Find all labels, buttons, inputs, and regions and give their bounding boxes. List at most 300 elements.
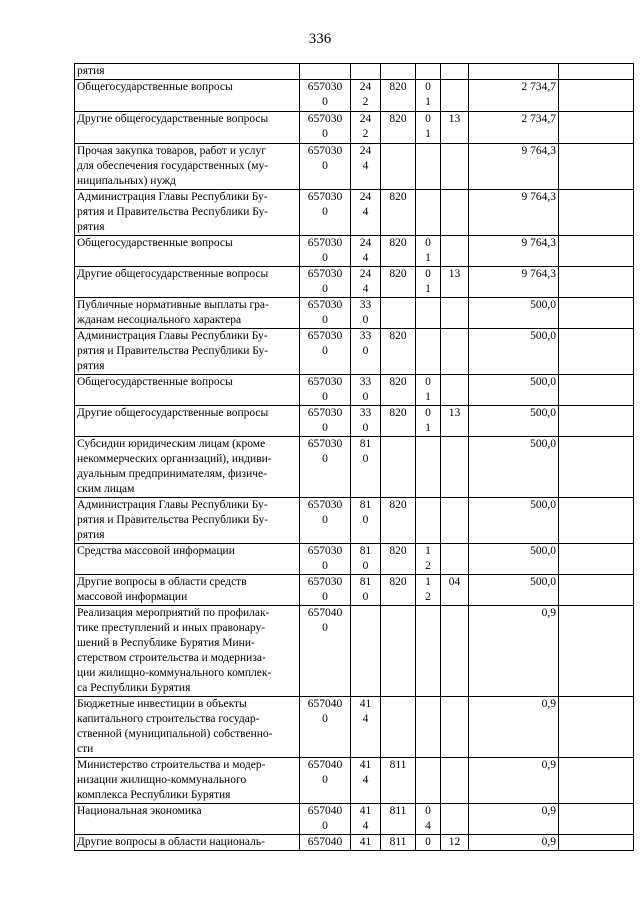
row-amount-cell-line: 500,0 [530, 438, 556, 450]
row-target-code-cell-line: 0 [322, 422, 328, 434]
row-name-cell-line: дуальным предпринимателям, физиче- [77, 468, 267, 480]
table-row [75, 236, 634, 267]
row-name-cell-line: Общегосударственные вопросы [77, 237, 233, 249]
row-section-cell [416, 835, 441, 851]
row-grbs-cell [381, 606, 416, 697]
budget-table-body [75, 64, 634, 851]
row-name-cell [75, 437, 300, 498]
row-target-code-cell [300, 498, 351, 544]
row-subsection-cell [441, 498, 469, 544]
row-section-cell [416, 112, 441, 144]
row-target-code-cell-line: 0 [322, 206, 328, 218]
row-name-cell-line: для обеспечения государственных (му- [77, 160, 269, 172]
row-name-cell-line: рятия и Правительства Республики Бу- [77, 206, 269, 218]
row-amount-cell [469, 406, 559, 437]
row-subsection-cell [441, 375, 469, 406]
row-section-cell-line: 1 [425, 422, 431, 434]
row-target-code-cell-line: 657030 [307, 299, 343, 311]
row-name-cell-line: сти [77, 743, 94, 755]
row-extra-cell [559, 375, 634, 406]
row-expense-type-cell-line: 0 [362, 453, 369, 465]
row-extra-cell [559, 190, 634, 236]
row-amount-cell [469, 575, 559, 606]
row-section-cell [416, 758, 441, 804]
row-target-code-cell-line: 657030 [307, 81, 343, 93]
row-expense-type-cell [351, 190, 381, 236]
row-expense-type-cell [351, 267, 381, 298]
row-amount-cell-line: 500,0 [530, 545, 556, 557]
row-name-cell [75, 112, 300, 144]
row-target-code-cell-line: 0 [322, 453, 328, 465]
row-amount-cell-line: 0,9 [541, 698, 556, 710]
row-expense-type-cell-line: 0 [362, 591, 369, 603]
row-subsection-cell-line: 04 [448, 576, 461, 588]
table-row [75, 190, 634, 236]
row-section-cell [416, 190, 441, 236]
row-target-code-cell [300, 190, 351, 236]
row-name-cell-line: Реализация мероприятий по профилак- [77, 607, 270, 619]
row-grbs-cell-line: 820 [389, 113, 407, 125]
row-section-cell [416, 236, 441, 267]
row-target-code-cell [300, 758, 351, 804]
row-target-code-cell-line: 0 [322, 345, 328, 357]
row-extra-cell [559, 329, 634, 375]
row-grbs-cell-line: 820 [389, 576, 407, 588]
row-grbs-cell [381, 804, 416, 835]
row-target-code-cell-line: 0 [322, 160, 328, 172]
row-subsection-cell-line: 12 [448, 836, 461, 848]
row-target-code-cell-line: 657030 [307, 407, 343, 419]
row-subsection-cell-line: 13 [448, 268, 461, 280]
row-expense-type-cell-line: 4 [362, 160, 369, 172]
row-grbs-cell [381, 190, 416, 236]
row-subsection-cell [441, 804, 469, 835]
row-target-code-cell-line: 0 [322, 96, 328, 108]
row-expense-type-cell-line: 81 [359, 438, 372, 450]
row-target-code-cell-line: 657030 [307, 113, 343, 125]
row-name-cell [75, 190, 300, 236]
row-target-code-cell-line: 0 [322, 514, 328, 526]
row-amount-cell [469, 112, 559, 144]
row-subsection-cell [441, 758, 469, 804]
row-extra-cell [559, 804, 634, 835]
row-target-code-cell [300, 267, 351, 298]
row-name-cell-line: жданам несоциального характера [77, 314, 242, 326]
row-section-cell-line: 1 [425, 391, 431, 403]
row-amount-cell [469, 236, 559, 267]
row-subsection-cell [441, 144, 469, 190]
row-expense-type-cell [351, 298, 381, 329]
row-expense-type-cell-line: 33 [359, 299, 372, 311]
row-expense-type-cell [351, 80, 381, 112]
row-name-cell-line: массовой информации [77, 591, 188, 603]
row-target-code-cell-line: 657040 [307, 607, 343, 619]
table-row [75, 267, 634, 298]
row-amount-cell-line: 500,0 [530, 330, 556, 342]
row-amount-cell [469, 144, 559, 190]
row-section-cell-line: 1 [425, 576, 431, 588]
row-grbs-cell-line: 820 [389, 330, 407, 342]
row-expense-type-cell-line: 0 [362, 345, 369, 357]
row-target-code-cell [300, 835, 351, 851]
row-section-cell-line: 0 [425, 805, 431, 817]
row-expense-type-cell-line: 41 [359, 698, 372, 710]
row-amount-cell-line: 500,0 [530, 299, 556, 311]
row-amount-cell-line: 9 764,3 [521, 145, 556, 157]
row-target-code-cell-line: 0 [322, 314, 328, 326]
row-subsection-cell [441, 606, 469, 697]
row-amount-cell [469, 80, 559, 112]
row-subsection-cell-line: 13 [448, 113, 461, 125]
row-grbs-cell [381, 437, 416, 498]
table-row [75, 804, 634, 835]
row-name-cell-line: рятия [77, 65, 105, 77]
row-target-code-cell-line: 657030 [307, 330, 343, 342]
row-target-code-cell-line: 0 [322, 591, 328, 603]
row-section-cell-line: 1 [425, 283, 431, 295]
row-section-cell [416, 329, 441, 375]
row-amount-cell [469, 329, 559, 375]
row-name-cell-line: ственной (муниципальной) собственно- [77, 728, 273, 740]
row-section-cell [416, 144, 441, 190]
row-expense-type-cell-line: 4 [362, 206, 369, 218]
row-expense-type-cell-line: 41 [359, 759, 372, 771]
row-target-code-cell [300, 80, 351, 112]
row-expense-type-cell-line: 2 [362, 128, 369, 140]
row-section-cell [416, 64, 441, 80]
row-subsection-cell [441, 835, 469, 851]
row-target-code-cell-line: 0 [322, 391, 328, 403]
row-grbs-cell-line: 820 [389, 81, 407, 93]
table-row [75, 437, 634, 498]
row-name-cell [75, 298, 300, 329]
row-section-cell [416, 575, 441, 606]
row-target-code-cell-line: 0 [322, 128, 328, 140]
row-name-cell [75, 835, 300, 851]
row-section-cell [416, 80, 441, 112]
table-row [75, 80, 634, 112]
row-section-cell-line: 0 [425, 113, 431, 125]
row-target-code-cell-line: 0 [322, 560, 328, 572]
row-section-cell [416, 606, 441, 697]
row-expense-type-cell-line: 4 [362, 713, 369, 725]
row-name-cell-line: ции жилищно-коммунального комплек- [77, 667, 272, 679]
row-grbs-cell [381, 835, 416, 851]
row-name-cell-line: комплекса Республики Бурятия [77, 789, 231, 801]
row-expense-type-cell [351, 406, 381, 437]
row-target-code-cell-line: 0 [322, 713, 328, 725]
row-name-cell-line: Другие вопросы в области средств [77, 576, 247, 588]
row-target-code-cell-line: 657040 [307, 698, 343, 710]
row-subsection-cell [441, 236, 469, 267]
row-section-cell [416, 298, 441, 329]
row-target-code-cell [300, 236, 351, 267]
row-section-cell [416, 697, 441, 758]
row-expense-type-cell [351, 329, 381, 375]
row-expense-type-cell [351, 544, 381, 575]
row-name-cell [75, 406, 300, 437]
row-expense-type-cell-line: 33 [359, 330, 372, 342]
row-name-cell-line: низации жилищно-коммунального [77, 774, 247, 786]
row-target-code-cell-line: 657030 [307, 191, 343, 203]
row-target-code-cell-line: 0 [322, 283, 328, 295]
row-section-cell-line: 0 [425, 81, 431, 93]
row-amount-cell [469, 267, 559, 298]
row-expense-type-cell-line: 24 [359, 237, 372, 249]
row-grbs-cell [381, 758, 416, 804]
row-expense-type-cell [351, 144, 381, 190]
page-number: 336 [308, 31, 332, 47]
table-row [75, 575, 634, 606]
row-grbs-cell [381, 298, 416, 329]
row-target-code-cell [300, 144, 351, 190]
row-section-cell [416, 406, 441, 437]
row-amount-cell-line: 2 734,7 [521, 113, 556, 125]
row-amount-cell [469, 697, 559, 758]
row-expense-type-cell-line: 81 [359, 499, 372, 511]
table-row [75, 835, 634, 851]
row-grbs-cell-line: 820 [389, 268, 407, 280]
row-subsection-cell [441, 80, 469, 112]
row-target-code-cell [300, 329, 351, 375]
row-expense-type-cell-line: 41 [359, 836, 372, 848]
row-amount-cell-line: 500,0 [530, 576, 556, 588]
row-name-cell [75, 758, 300, 804]
row-name-cell-line: ским лицам [77, 483, 135, 495]
row-target-code-cell-line: 657030 [307, 268, 343, 280]
table-row [75, 544, 634, 575]
row-expense-type-cell [351, 575, 381, 606]
row-section-cell [416, 544, 441, 575]
row-expense-type-cell-line: 33 [359, 376, 372, 388]
row-amount-cell-line: 9 764,3 [521, 191, 556, 203]
row-name-cell-line: Субсидии юридическим лицам (кроме [77, 438, 266, 450]
row-expense-type-cell [351, 236, 381, 267]
row-section-cell-line: 0 [425, 376, 431, 388]
row-expense-type-cell-line: 0 [362, 422, 369, 434]
row-name-cell [75, 236, 300, 267]
row-target-code-cell [300, 575, 351, 606]
row-name-cell-line: Другие общегосударственные вопросы [77, 268, 269, 280]
row-amount-cell-line: 0,9 [541, 805, 556, 817]
row-expense-type-cell [351, 697, 381, 758]
row-extra-cell [559, 758, 634, 804]
row-extra-cell [559, 236, 634, 267]
row-extra-cell [559, 835, 634, 851]
row-extra-cell [559, 697, 634, 758]
row-extra-cell [559, 267, 634, 298]
row-section-cell [416, 804, 441, 835]
row-expense-type-cell-line: 24 [359, 145, 372, 157]
row-expense-type-cell-line: 4 [362, 283, 369, 295]
row-grbs-cell [381, 329, 416, 375]
row-subsection-cell [441, 298, 469, 329]
row-name-cell-line: капитального строительства государ- [77, 713, 260, 725]
row-expense-type-cell-line: 33 [359, 407, 372, 419]
row-name-cell-line: некоммерческих организаций), индиви- [77, 453, 272, 465]
table-row [75, 144, 634, 190]
row-target-code-cell-line: 657040 [307, 759, 343, 771]
row-name-cell-line: Администрация Главы Республики Бу- [77, 330, 268, 342]
row-amount-cell-line: 9 764,3 [521, 237, 556, 249]
row-amount-cell-line: 500,0 [530, 407, 556, 419]
row-target-code-cell-line: 657040 [307, 836, 343, 848]
row-grbs-cell-line: 820 [389, 545, 407, 557]
row-name-cell [75, 80, 300, 112]
row-grbs-cell [381, 64, 416, 80]
row-expense-type-cell [351, 498, 381, 544]
row-extra-cell [559, 298, 634, 329]
row-expense-type-cell [351, 437, 381, 498]
row-expense-type-cell [351, 64, 381, 80]
row-name-cell-line: Администрация Главы Республики Бу- [77, 191, 268, 203]
row-grbs-cell [381, 267, 416, 298]
row-amount-cell [469, 190, 559, 236]
row-expense-type-cell-line: 4 [362, 820, 369, 832]
row-subsection-cell [441, 267, 469, 298]
row-amount-cell [469, 544, 559, 575]
row-grbs-cell [381, 697, 416, 758]
table-row [75, 697, 634, 758]
row-section-cell-line: 2 [425, 560, 431, 572]
row-target-code-cell [300, 544, 351, 575]
row-subsection-cell [441, 575, 469, 606]
row-section-cell [416, 267, 441, 298]
table-row [75, 375, 634, 406]
row-name-cell [75, 64, 300, 80]
table-row [75, 298, 634, 329]
row-extra-cell [559, 606, 634, 697]
row-name-cell-line: стерством строительства и модерниза- [77, 652, 266, 664]
row-expense-type-cell-line: 81 [359, 545, 372, 557]
row-amount-cell-line: 0,9 [541, 836, 556, 848]
row-section-cell-line: 0 [425, 836, 431, 848]
row-section-cell-line: 0 [425, 407, 431, 419]
row-grbs-cell [381, 80, 416, 112]
row-subsection-cell [441, 190, 469, 236]
row-target-code-cell-line: 0 [322, 252, 328, 264]
row-expense-type-cell-line: 0 [362, 560, 369, 572]
row-name-cell-line: рятия [77, 529, 105, 541]
row-target-code-cell-line: 0 [322, 774, 328, 786]
budget-table [74, 63, 634, 851]
row-name-cell [75, 544, 300, 575]
row-expense-type-cell [351, 804, 381, 835]
row-grbs-cell [381, 406, 416, 437]
row-expense-type-cell [351, 606, 381, 697]
row-name-cell [75, 804, 300, 835]
row-subsection-cell [441, 406, 469, 437]
row-name-cell [75, 697, 300, 758]
row-amount-cell-line: 9 764,3 [521, 268, 556, 280]
row-expense-type-cell-line: 2 [362, 96, 369, 108]
row-target-code-cell-line: 657030 [307, 438, 343, 450]
row-target-code-cell [300, 804, 351, 835]
table-row [75, 64, 634, 80]
row-target-code-cell [300, 112, 351, 144]
row-expense-type-cell [351, 375, 381, 406]
row-grbs-cell-line: 811 [389, 836, 407, 848]
table-row [75, 498, 634, 544]
row-name-cell-line: Публичные нормативные выплаты гра- [77, 299, 269, 311]
row-target-code-cell-line: 657040 [307, 805, 343, 817]
row-amount-cell [469, 375, 559, 406]
table-row [75, 606, 634, 697]
row-amount-cell-line: 0,9 [541, 607, 556, 619]
row-subsection-cell [441, 544, 469, 575]
row-section-cell [416, 375, 441, 406]
row-target-code-cell [300, 64, 351, 80]
row-extra-cell [559, 64, 634, 80]
row-extra-cell [559, 144, 634, 190]
row-target-code-cell-line: 657030 [307, 499, 343, 511]
row-expense-type-cell [351, 835, 381, 851]
row-target-code-cell [300, 606, 351, 697]
row-name-cell-line: Другие общегосударственные вопросы [77, 113, 269, 125]
row-name-cell [75, 375, 300, 406]
row-grbs-cell-line: 820 [389, 376, 407, 388]
row-expense-type-cell-line: 81 [359, 576, 372, 588]
row-target-code-cell [300, 375, 351, 406]
row-section-cell-line: 1 [425, 252, 431, 264]
row-subsection-cell [441, 64, 469, 80]
row-subsection-cell [441, 697, 469, 758]
row-extra-cell [559, 575, 634, 606]
row-target-code-cell [300, 437, 351, 498]
row-subsection-cell [441, 437, 469, 498]
row-grbs-cell-line: 820 [389, 407, 407, 419]
row-target-code-cell [300, 406, 351, 437]
row-grbs-cell [381, 112, 416, 144]
row-grbs-cell [381, 544, 416, 575]
row-grbs-cell [381, 236, 416, 267]
row-name-cell-line: Национальная экономика [77, 805, 202, 817]
row-expense-type-cell-line: 4 [362, 252, 369, 264]
row-grbs-cell [381, 575, 416, 606]
row-name-cell [75, 498, 300, 544]
row-name-cell [75, 144, 300, 190]
row-extra-cell [559, 544, 634, 575]
row-target-code-cell-line: 657030 [307, 545, 343, 557]
row-name-cell-line: Средства массовой информации [77, 545, 235, 557]
row-section-cell-line: 1 [425, 128, 431, 140]
row-grbs-cell-line: 820 [389, 499, 407, 511]
row-name-cell-line: ниципальных) нужд [77, 175, 176, 187]
row-name-cell [75, 606, 300, 697]
row-name-cell-line: тике преступлений и иных правонару- [77, 622, 266, 634]
row-name-cell-line: Другие вопросы в области националь- [77, 836, 265, 848]
row-section-cell [416, 498, 441, 544]
row-expense-type-cell-line: 24 [359, 268, 372, 280]
row-expense-type-cell [351, 758, 381, 804]
row-grbs-cell-line: 811 [389, 805, 407, 817]
row-amount-cell-line: 500,0 [530, 499, 556, 511]
row-target-code-cell-line: 657030 [307, 145, 343, 157]
row-name-cell-line: са Республики Бурятия [77, 682, 191, 694]
row-amount-cell-line: 2 734,7 [521, 81, 556, 93]
row-target-code-cell [300, 697, 351, 758]
row-section-cell-line: 4 [425, 820, 431, 832]
row-extra-cell [559, 80, 634, 112]
row-name-cell-line: рятия [77, 221, 105, 233]
table-row [75, 112, 634, 144]
row-name-cell-line: рятия [77, 360, 105, 372]
row-grbs-cell-line: 811 [389, 759, 407, 771]
row-expense-type-cell-line: 24 [359, 81, 372, 93]
row-name-cell-line: Общегосударственные вопросы [77, 376, 233, 388]
row-expense-type-cell-line: 0 [362, 514, 369, 526]
row-name-cell-line: Прочая закупка товаров, работ и услуг [77, 145, 266, 157]
